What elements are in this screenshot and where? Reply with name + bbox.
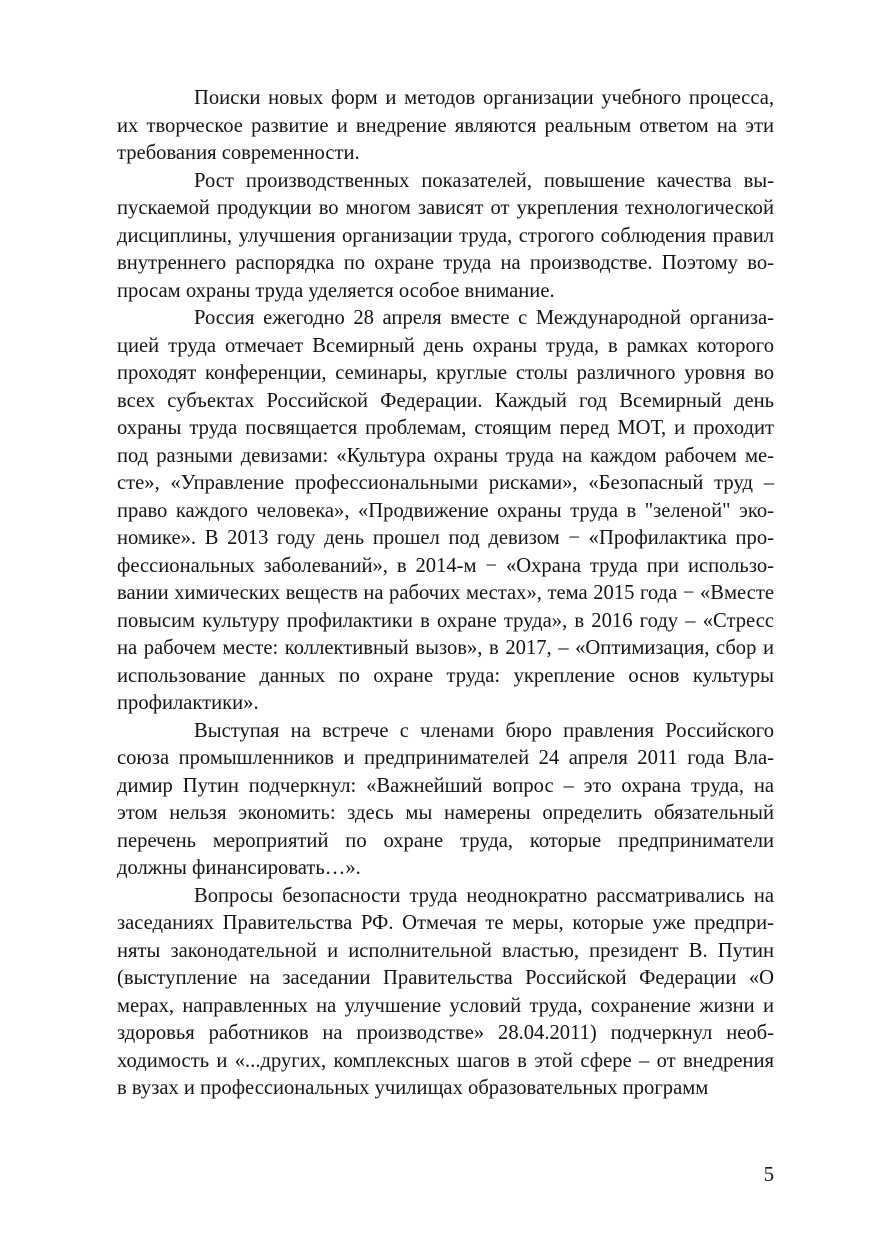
paragraph-4: Выступая на встрече с членами бюро правления Российского союза промышленников и предпринимателей 24 апреля 2011 года Владимир Путин подчеркнул: «Важнейший вопрос – это охрана труда, на этом нельзя экономить: здесь мы намерены определить обязательный перечень мероприятий по охране труда, которые предприниматели должны финансировать…».: [117, 719, 774, 879]
paragraph-1: Поиски новых форм и методов организации учебного процесса, их творческое развитие и внедрение являются реальным ответом на эти требования современности.: [117, 87, 774, 164]
page-number: 5: [763, 1164, 774, 1186]
body-text: [117, 85, 774, 1103]
paragraph-5: Вопросы безопасности труда неоднократно рассматривались на заседаниях Правительства РФ. Отмечая те меры, которые уже предприняты законодательной и исполнительной властью, президент В. Путин (выступление на заседании Правительства Российской Федерации «О мерах, направленных на улучшение условий труда, сохранение жизни и здоровья работников на производстве» 28.04.2011) подчеркнул необходимость и «...других, комплексных шагов в этой сфере – от внедрения в вузах и профессиональных училищах образовательных программ: [117, 884, 774, 1099]
paragraph-2: Рост производственных показателей, повышение качества выпускаемой продукции во многом зависят от укрепления технологической дисциплины, улучшения организации труда, строгого соблюдения правил внутреннего распорядка по охране труда на производстве. Поэтому вопросам охраны труда уделяется особое внимание.: [117, 169, 774, 302]
paragraph-3: Россия ежегодно 28 апреля вместе с Международной организацией труда отмечает Всемирный день охраны труда, в рамках которого проходят конференции, семинары, круглые столы различного уровня во всех субъектах Российской Федерации. Каждый год Всемирный день охраны труда посвящается проблемам, стоящим перед МОТ, и проходит под разными девизами: «Культура охраны труда на каждом рабочем месте», «Управление профессиональными рисками», «Безопасный труд – право каждого человека», «Продвижение охраны труда в "зеленой" экономике». В 2013 году день прошел под девизом − «Профилактика профессиональных заболеваний», в 2014-м − «Охрана труда при использовании химических веществ на рабочих местах», тема 2015 года − «Вместе повысим культуру профилактики в охране труда», в 2016 году – «Стресс на рабочем месте: коллективный вызов», в 2017, – «Оптимизация, сбор и использование данных по охране труда: укрепление основ культуры профилактики».: [117, 307, 774, 714]
